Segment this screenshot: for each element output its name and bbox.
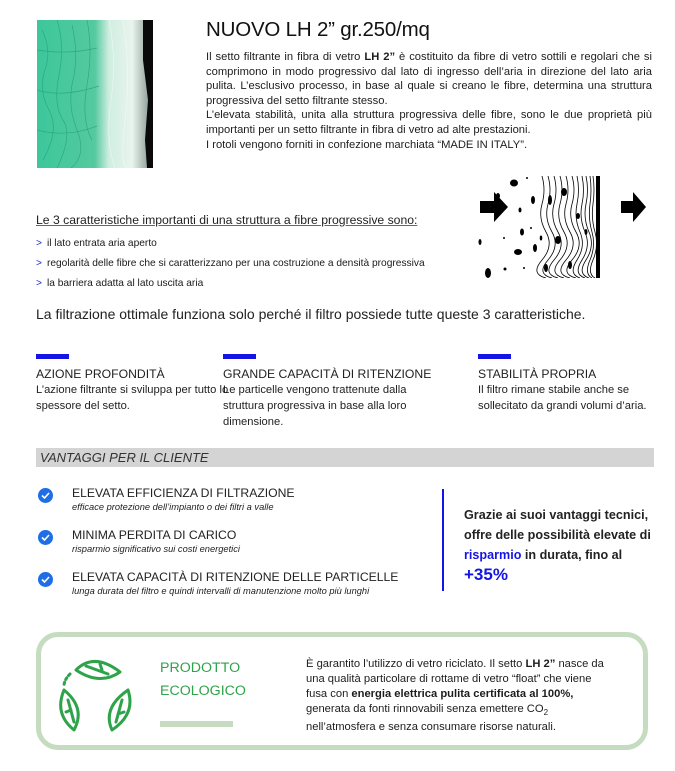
feature-desc: Il filtro rimane stabile anche se sollecitato da grandi volumi d’aria. — [478, 384, 647, 412]
arrow-right-icon — [621, 192, 646, 222]
check-circle-icon — [38, 572, 53, 587]
eco-text-part: nell’atmosfera e senza consumare risorse naturali. — [306, 721, 556, 734]
accent-bar — [36, 354, 69, 359]
advantage-subtitle: lunga durata del filtro e quindi intervalli di manutenzione molto più lunghi — [72, 586, 370, 596]
eco-text-part: È garantito l’utilizzo di vetro riciclato. Il setto — [306, 658, 526, 670]
callout-highlight: risparmio — [464, 548, 522, 562]
advantage-item — [38, 528, 438, 554]
filter-media-photo — [37, 20, 153, 168]
subscript: 2 — [543, 708, 549, 718]
advantage-title: ELEVATA EFFICIENZA DI FILTRAZIONE — [72, 486, 295, 500]
intro-p1b: è costituito da fibre di vetro sottili e regolari che si comprimono in modo progressivo dal lato di ingresso dell’aria in direzione del lato aria pulita. L’esclusivo processo, in base al quale si creano le fibre, determina una struttura progressiva del setto filtrante stesso. — [206, 51, 652, 107]
list-item — [36, 237, 425, 257]
feature-desc: L’azione filtrante si sviluppa per tutto lo spessore del setto. — [36, 384, 229, 412]
callout-text: in durata, fino al — [521, 548, 623, 562]
characteristics-lead: Le 3 caratteristiche importanti di una struttura a fibre progressive sono: — [36, 213, 418, 227]
intro-p3: I rotoli vengono forniti in confezione marchiata “MADE IN ITALY”. — [206, 138, 528, 151]
eco-title — [160, 657, 246, 703]
savings-percent: +35% — [464, 565, 508, 584]
divider — [442, 489, 444, 591]
feature-title: GRANDE CAPACITÀ DI RITENZIONE — [223, 367, 432, 381]
advantage-item — [38, 570, 438, 596]
feature-card — [36, 354, 236, 414]
chevron-right-icon: > — [36, 278, 42, 289]
accent-bar — [478, 354, 511, 359]
product-name: LH 2” — [525, 658, 556, 670]
page-title: NUOVO LH 2” gr.250/mq — [206, 18, 430, 41]
list-item — [36, 257, 425, 277]
chevron-right-icon: > — [36, 258, 42, 269]
advantage-title: MINIMA PERDITA DI CARICO — [72, 528, 237, 542]
feature-card — [223, 354, 433, 430]
check-circle-icon — [38, 488, 53, 503]
characteristics-list — [36, 237, 425, 297]
feature-card — [478, 354, 658, 414]
list-item-text: la barriera adatta al lato uscita aria — [46, 278, 204, 289]
product-name: LH 2” — [364, 51, 396, 63]
accent-bar — [160, 721, 233, 727]
chevron-right-icon: > — [36, 238, 42, 249]
conclusion-text: La filtrazione ottimale funziona solo perché il filtro possiede tutte queste 3 caratteristiche. — [36, 306, 586, 322]
advantage-title: ELEVATA CAPACITÀ DI RITENZIONE DELLE PARTICELLE — [72, 570, 399, 584]
list-item-text: regolarità delle fibre che si caratterizzano per una costruzione a densità progressiva — [46, 258, 425, 269]
callout-text: Grazie ai suoi vantaggi tecnici, offre delle possibilità elevate di — [464, 508, 651, 542]
feature-desc: Le particelle vengono trattenute dalla struttura progressiva in base alla loro dimensione. — [223, 384, 407, 428]
advantage-subtitle: risparmio significativo sui costi energetici — [72, 544, 240, 554]
feature-title: STABILITÀ PROPRIA — [478, 367, 597, 381]
intro-p2: L’elevata stabilità, unita alla struttura progressiva delle fibre, sono le due proprietà più importanti per un setto filtrante in fibra di vetro ad alte prestazioni. — [206, 109, 652, 136]
eco-text-part: nasce da una qualità particolare di rottame di vetro “float” che viene fusa con — [306, 658, 604, 700]
list-item — [36, 277, 425, 297]
accent-bar — [223, 354, 256, 359]
recycle-leaves-icon — [56, 650, 136, 734]
filtration-diagram — [468, 170, 653, 278]
advantages-heading: VANTAGGI PER IL CLIENTE — [36, 448, 654, 467]
eco-text — [306, 657, 611, 735]
check-circle-icon — [38, 530, 53, 545]
eco-title-line: ECOLOGICO — [160, 683, 246, 699]
eco-title-line: PRODOTTO — [160, 660, 241, 676]
savings-callout — [464, 505, 664, 586]
arrow-right-icon — [480, 192, 508, 222]
eco-text-bold: energia elettrica pulita certificata al 100%, — [351, 688, 574, 700]
advantage-item — [38, 486, 438, 512]
list-item-text: il lato entrata aria aperto — [46, 238, 157, 249]
eco-text-part: generata da fonti rinnovabili senza emettere CO — [306, 703, 544, 715]
feature-title: AZIONE PROFONDITÀ — [36, 367, 165, 381]
advantage-subtitle: efficace protezione dell’impianto o dei filtri a valle — [72, 502, 274, 512]
intro-p1a: Il setto filtrante in fibra di vetro — [206, 51, 365, 63]
intro-text — [206, 50, 652, 152]
